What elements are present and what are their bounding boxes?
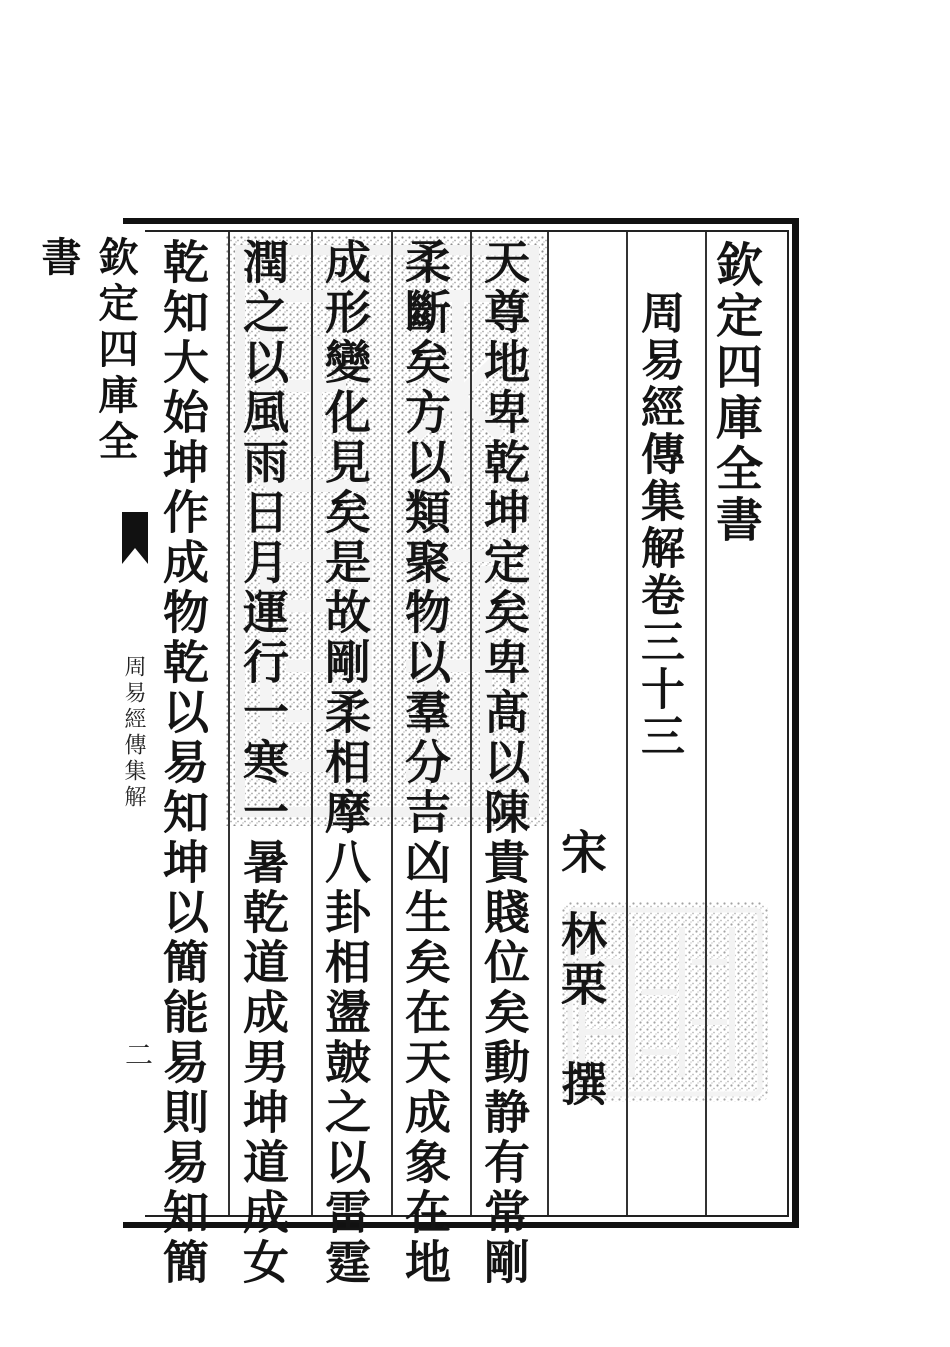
page-number: 二 xyxy=(121,1040,154,1068)
column-rule xyxy=(470,232,472,1215)
text-column-4: 潤之以風雨日月運行一寒一暑乾道成男坤道成女 xyxy=(236,238,290,1288)
text-column-5: 乾知大始坤作成物乾以易知坤以簡能易則易知簡 xyxy=(156,238,210,1288)
fishtail-mark xyxy=(122,512,148,564)
collection-title: 欽定四庫全書 xyxy=(708,240,763,546)
column-rule xyxy=(311,232,313,1215)
column-rule xyxy=(705,232,707,1215)
column-rule xyxy=(626,232,628,1215)
text-column-3: 成形變化見矣是故剛柔相摩八卦相盪皷之以雷霆 xyxy=(318,238,372,1288)
fold-title: 周易經傳集解 xyxy=(121,655,146,811)
column-rule xyxy=(228,232,230,1215)
text-column-2: 柔斷矣方以類聚物以羣分吉凶生矣在天成象在地 xyxy=(398,238,452,1288)
volume-title: 周易經傳集解卷三十三 xyxy=(633,290,684,760)
author-dynasty: 宋 xyxy=(554,828,608,878)
author-name: 林栗 撰 xyxy=(554,910,608,1110)
text-column-1: 天尊地卑乾坤定矣卑髙以陳貴賤位矣動静有常剛 xyxy=(477,238,531,1288)
column-rule xyxy=(547,232,549,1215)
fish-ear-title: 欽定四庫全書 xyxy=(35,236,139,466)
column-rule xyxy=(391,232,393,1215)
